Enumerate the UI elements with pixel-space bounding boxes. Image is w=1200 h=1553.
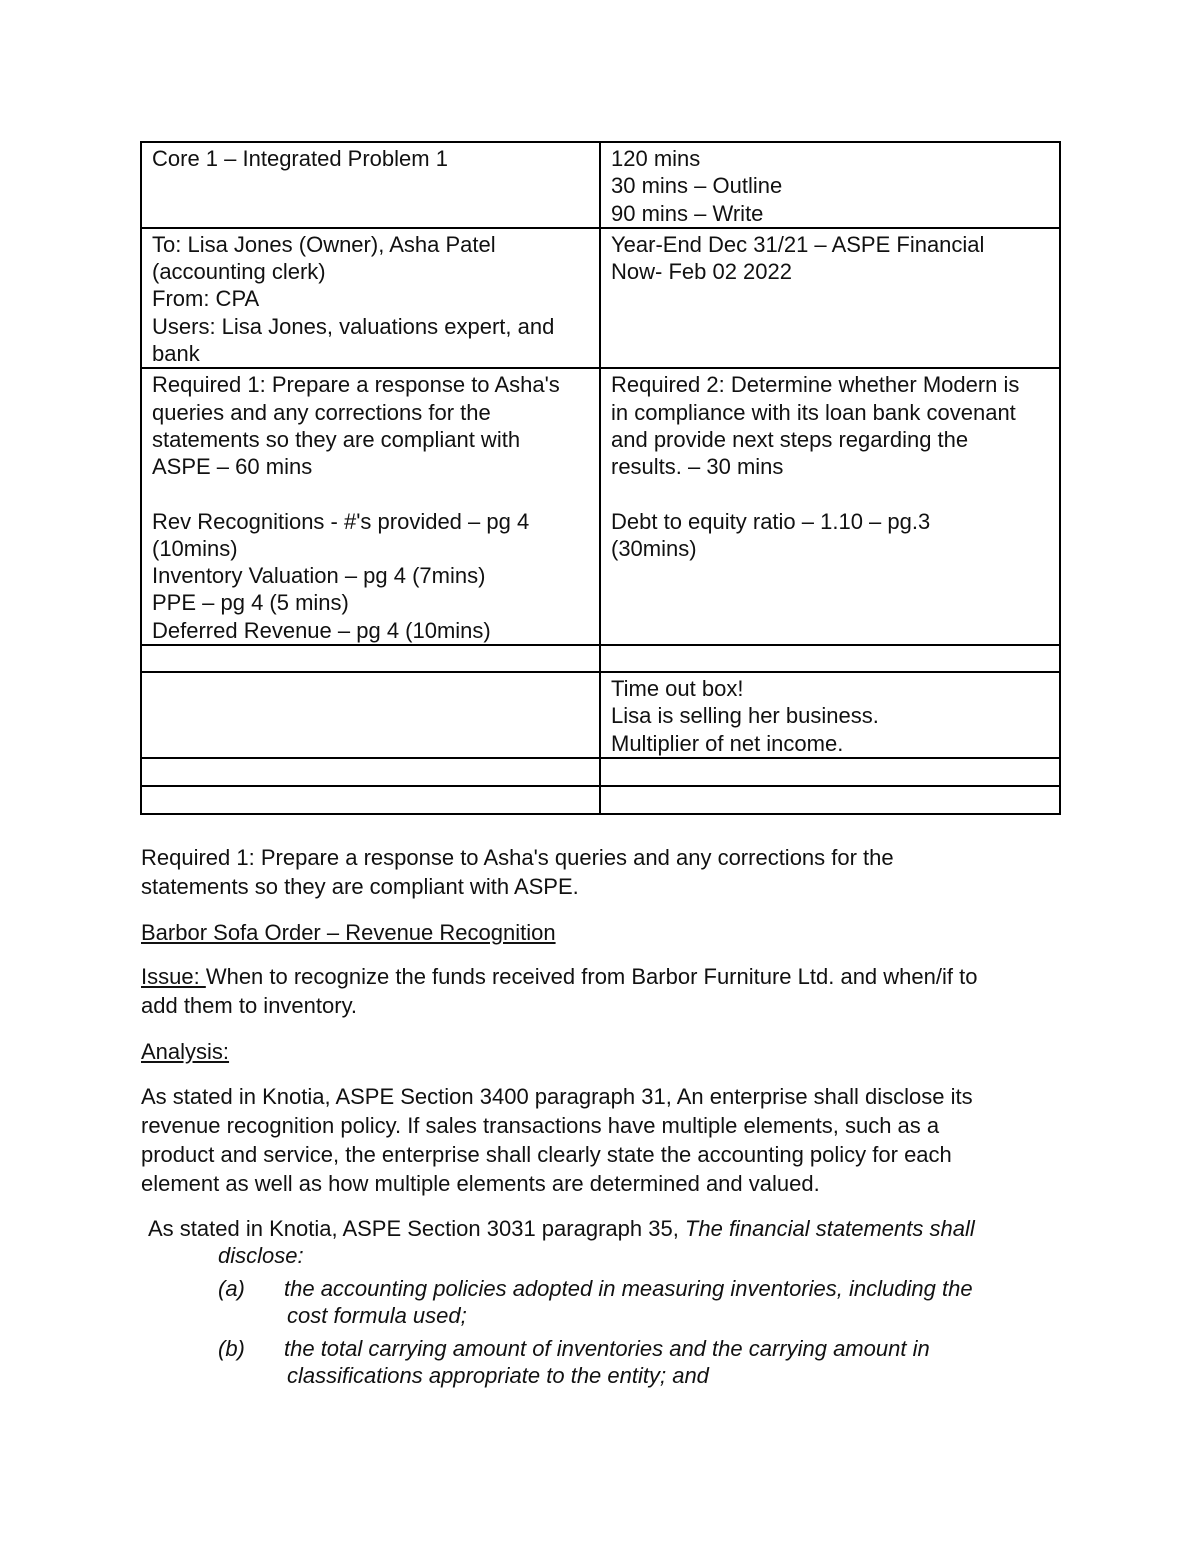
cell-text: Debt to equity ratio – 1.10 – pg.3: [611, 508, 931, 534]
cell-text: Core 1 – Integrated Problem 1: [152, 146, 448, 171]
list-line: classifications appropriate to the entity; and: [287, 1363, 709, 1388]
table-cell: [141, 645, 600, 672]
cell-text: 120 mins: [611, 146, 701, 171]
cell-text: Required 2: Determine whether Modern is: [611, 372, 1020, 398]
cell-text: Inventory Valuation – pg 4 (7mins): [152, 563, 486, 589]
paragraph-line: As stated in Knotia, ASPE Section 3400 paragraph 31, An enterprise shall disclose its: [141, 1084, 973, 1109]
table-row: [141, 758, 1060, 786]
table-cell: [600, 368, 1060, 645]
table-cell: [600, 142, 1060, 228]
cell-text: To: Lisa Jones (Owner), Asha Patel: [152, 231, 496, 257]
table-row: [141, 142, 1060, 228]
analysis-label: Analysis:: [141, 1039, 230, 1064]
table-cell: [600, 672, 1060, 758]
cell-text: Required 1: Prepare a response to Asha's: [152, 372, 560, 398]
cell-text: Lisa is selling her business.: [611, 703, 879, 729]
list-item-a: [284, 1275, 1044, 1329]
issue-paragraph: [141, 962, 1061, 1020]
cell-text: bank: [152, 341, 200, 367]
table-cell: [141, 672, 600, 758]
para2-quote: The financial statements shall: [684, 1216, 975, 1241]
paragraph-line: Required 1: Prepare a response to Asha's queries and any corrections for the: [141, 845, 894, 870]
paragraph-line: statements so they are compliant with ASPE.: [141, 874, 579, 899]
heading-text: Barbor Sofa Order – Revenue Recognition: [141, 920, 556, 945]
issue-text: When to recognize the funds received from Barbor Furniture Ltd. and when/if to: [205, 964, 978, 989]
table-cell: [600, 786, 1060, 814]
cell-text: From: CPA: [152, 286, 260, 312]
required-1-paragraph: [141, 843, 1061, 901]
paragraph-line: [148, 1215, 1068, 1242]
cell-text: (10mins): [152, 535, 238, 561]
cell-text: (accounting clerk): [152, 259, 326, 285]
issue-label: Issue:: [141, 964, 206, 989]
list-line: cost formula used;: [287, 1303, 467, 1328]
para2-lead: As stated in Knotia, ASPE Section 3031 paragraph 35,: [148, 1216, 685, 1241]
table-cell: [141, 142, 600, 228]
cell-text: Now- Feb 02 2022: [611, 259, 792, 285]
table-row: [141, 786, 1060, 814]
para2-quote-cont: disclose:: [218, 1243, 304, 1268]
table-row: [141, 645, 1060, 672]
paragraph-line: product and service, the enterprise shall clearly state the accounting policy for each: [141, 1142, 952, 1167]
exam-plan-table: [140, 141, 1061, 815]
analysis-paragraph-2: [148, 1215, 1068, 1242]
analysis-paragraph-2-cont: [218, 1242, 1138, 1269]
paragraph-line: revenue recognition policy. If sales transactions have multiple elements, such as a: [141, 1113, 940, 1138]
cell-text: Deferred Revenue – pg 4 (10mins): [152, 617, 491, 643]
cell-text: in compliance with its loan bank covenant: [611, 399, 1016, 425]
spacer: [611, 481, 1049, 508]
table-cell: [141, 758, 600, 786]
cell-text: Users: Lisa Jones, valuations expert, and: [152, 313, 555, 339]
paragraph-line: element as well as how multiple elements are determined and valued.: [141, 1171, 820, 1196]
table-cell: [141, 786, 600, 814]
cell-text: queries and any corrections for the: [152, 399, 491, 425]
cell-text: Multiplier of net income.: [611, 730, 844, 756]
cell-text: 90 mins – Write: [611, 200, 764, 226]
analysis-heading: [141, 1037, 1061, 1066]
cell-text: (30mins): [611, 535, 697, 561]
cell-text: statements so they are compliant with: [152, 426, 521, 452]
list-line: the total carrying amount of inventories and the carrying amount in: [284, 1336, 930, 1361]
cell-text: PPE – pg 4 (5 mins): [152, 590, 349, 616]
section-heading: [141, 918, 1061, 947]
list-item-b: [284, 1335, 1044, 1389]
list-line: the accounting policies adopted in measuring inventories, including the: [284, 1276, 973, 1301]
cell-text: and provide next steps regarding the: [611, 426, 969, 452]
table-row: [141, 368, 1060, 645]
cell-text: 30 mins – Outline: [611, 173, 783, 199]
cell-text: Rev Recognitions - #'s provided – pg 4: [152, 508, 530, 534]
cell-text: Year-End Dec 31/21 – ASPE Financial: [611, 231, 985, 257]
table-cell: [141, 368, 600, 645]
table-cell: [600, 228, 1060, 368]
table-row: [141, 672, 1060, 758]
paragraph-line: add them to inventory.: [141, 993, 358, 1018]
spacer: [152, 481, 589, 508]
table-cell: [141, 228, 600, 368]
cell-text: Time out box!: [611, 676, 744, 702]
list-label-a: (a): [218, 1276, 245, 1301]
table-row: [141, 228, 1060, 368]
paragraph-line: [141, 962, 1061, 991]
analysis-paragraph-1: [141, 1082, 1061, 1198]
table-cell: [600, 758, 1060, 786]
cell-text: ASPE – 60 mins: [152, 454, 313, 480]
cell-text: results. – 30 mins: [611, 454, 784, 480]
table-cell: [600, 645, 1060, 672]
list-label-b: (b): [218, 1336, 245, 1361]
